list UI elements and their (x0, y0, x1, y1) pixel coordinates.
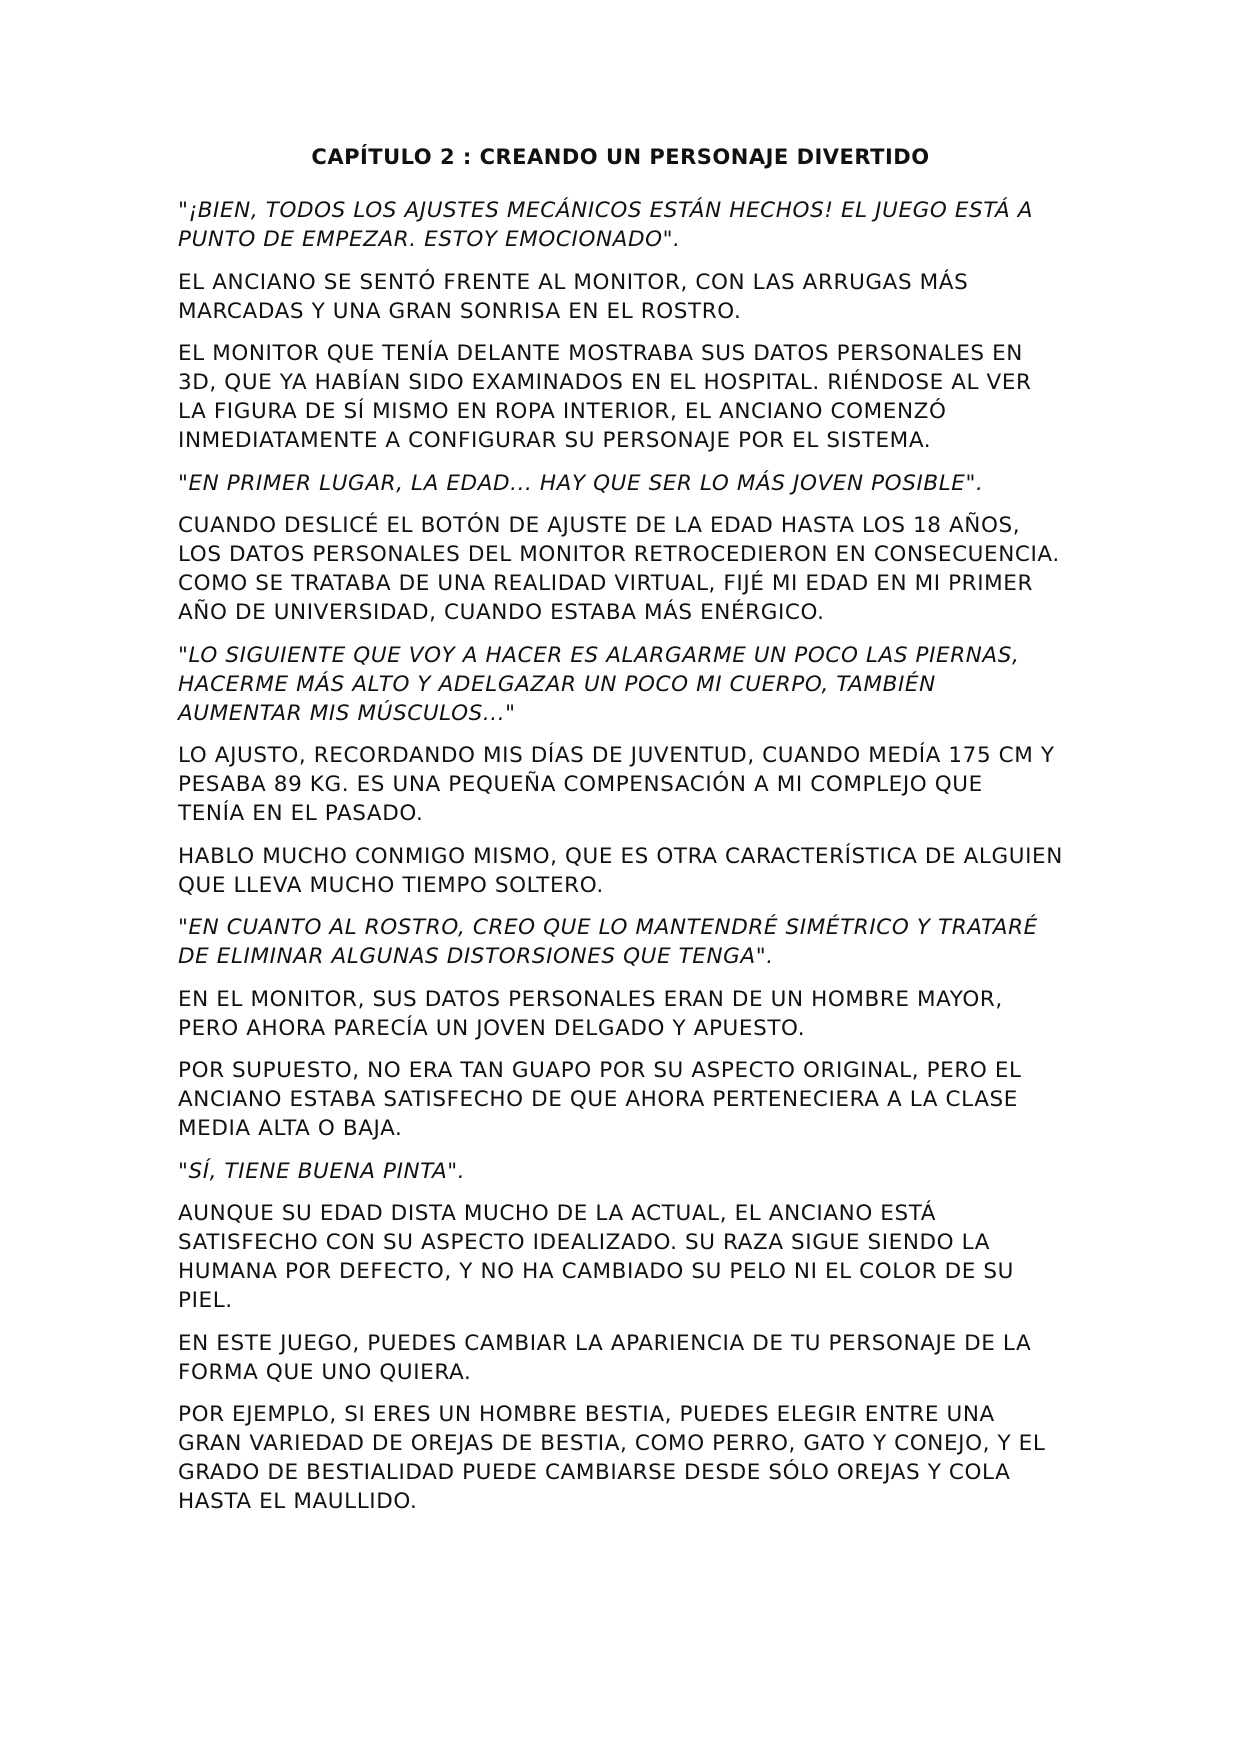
paragraph: CUANDO DESLICÉ EL BOTÓN DE AJUSTE DE LA EDAD HASTA LOS 18 AÑOS, LOS DATOS PERSONALES DEL MONITOR RETROCEDIERON EN CONSECUENCIA. COMO SE TRATABA DE UNA REALIDAD VIRTUAL, FIJÉ MI EDAD EN MI PRIMER AÑO DE UNIVERSIDAD, CUANDO ESTABA MÁS ENÉRGICO. (178, 513, 1060, 625)
paragraph: LO AJUSTO, RECORDANDO MIS DÍAS DE JUVENTUD, CUANDO MEDÍA 175 CM Y PESABA 89 KG. ES UNA PEQUEÑA COMPENSACIÓN A MI COMPLEJO QUE TENÍA EN EL PASADO. (178, 743, 1055, 826)
paragraph: "EN CUANTO AL ROSTRO, CREO QUE LO MANTENDRÉ SIMÉTRICO Y TRATARÉ DE ELIMINAR ALGUNAS DISTORSIONES QUE TENGA". (178, 915, 1038, 969)
paragraph: AUNQUE SU EDAD DISTA MUCHO DE LA ACTUAL, EL ANCIANO ESTÁ SATISFECHO CON SU ASPECTO IDEALIZADO. SU RAZA SIGUE SIENDO LA HUMANA POR DEFECTO, Y NO HA CAMBIADO SU PELO NI EL COLOR DE SU PIEL. (178, 1201, 1014, 1313)
paragraph: HABLO MUCHO CONMIGO MISMO, QUE ES OTRA CARACTERÍSTICA DE ALGUIEN QUE LLEVA MUCHO TIEMPO SOLTERO. (178, 843, 1063, 898)
paragraph: POR SUPUESTO, NO ERA TAN GUAPO POR SU ASPECTO ORIGINAL, PERO EL ANCIANO ESTABA SATISFECHO DE QUE AHORA PERTENECIERA A LA CLASE MEDIA ALTA O BAJA. (178, 1058, 1022, 1141)
paragraph: POR EJEMPLO, SI ERES UN HOMBRE BESTIA, PUEDES ELEGIR ENTRE UNA GRAN VARIEDAD DE OREJAS DE BESTIA, COMO PERRO, GATO Y CONEJO, Y EL GRADO DE BESTIALIDAD PUEDE CAMBIARSE DESDE SÓLO OREJAS Y COLA HASTA EL MAULLIDO. (178, 1402, 1046, 1514)
paragraph: "EN PRIMER LUGAR, LA EDAD... HAY QUE SER LO MÁS JOVEN POSIBLE". (178, 470, 984, 496)
paragraph: EL ANCIANO SE SENTÓ FRENTE AL MONITOR, CON LAS ARRUGAS MÁS MARCADAS Y UNA GRAN SONRISA EN EL ROSTRO. (178, 269, 969, 324)
paragraph: "LO SIGUIENTE QUE VOY A HACER ES ALARGARME UN POCO LAS PIERNAS, HACERME MÁS ALTO Y ADELGAZAR UN POCO MI CUERPO, TAMBIÉN AUMENTAR MIS MÚSCULOS..." (178, 642, 1020, 726)
paragraph: EN ESTE JUEGO, PUEDES CAMBIAR LA APARIENCIA DE TU PERSONAJE DE LA FORMA QUE UNO QUIERA. (178, 1330, 1032, 1385)
paragraph: EL MONITOR QUE TENÍA DELANTE MOSTRABA SUS DATOS PERSONALES EN 3D, QUE YA HABÍAN SIDO EXAMINADOS EN EL HOSPITAL. RIÉNDOSE AL VER LA FIGURA DE SÍ MISMO EN ROPA INTERIOR, EL ANCIANO COMENZÓ INMEDIATAMENTE A CONFIGURAR SU PERSONAJE POR EL SISTEMA. (178, 341, 1032, 453)
chapter-body (178, 196, 1078, 1530)
paragraph: "¡BIEN, TODOS LOS AJUSTES MECÁNICOS ESTÁN HECHOS! EL JUEGO ESTÁ A PUNTO DE EMPEZAR. ESTOY EMOCIONADO". (178, 198, 1034, 252)
chapter-title: CAPÍTULO 2 : CREANDO UN PERSONAJE DIVERTIDO (311, 145, 930, 169)
paragraph: EN EL MONITOR, SUS DATOS PERSONALES ERAN DE UN HOMBRE MAYOR, PERO AHORA PARECÍA UN JOVEN DELGADO Y APUESTO. (178, 986, 1003, 1041)
paragraph: "SÍ, TIENE BUENA PINTA". (178, 1158, 466, 1184)
